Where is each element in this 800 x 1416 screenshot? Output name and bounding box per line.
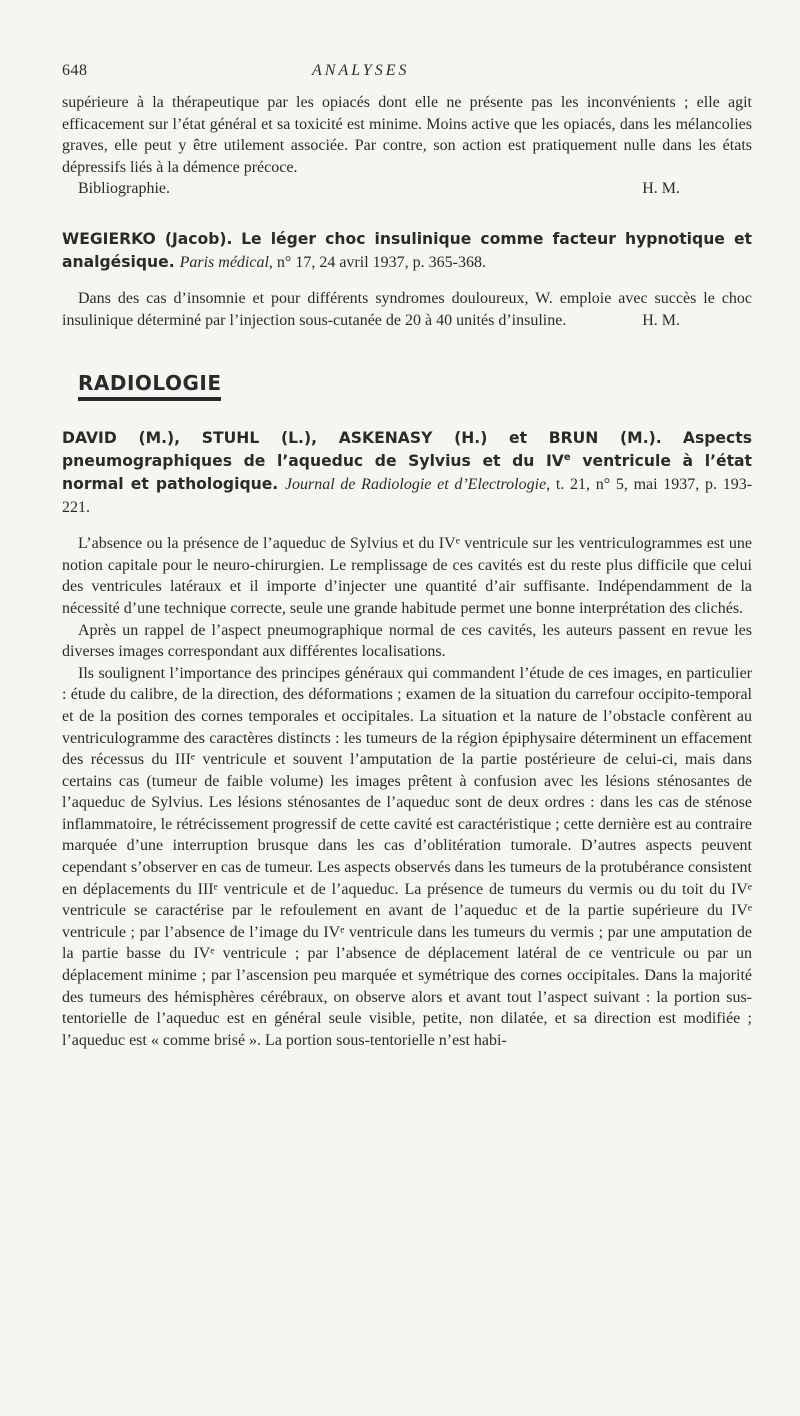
article-continuation-text: supérieure à la thérapeutique par les opiacés dont elle ne présente pas les inconvénients ; elle agit efficacement sur l’état général et sa toxicité est minime. Moins active que les opiacés, dans les mélancolies graves, elle peut y être utilement associée. Par contre, son action est pratiquement nulle dans les états dépressifs liés à la démence précoce.	[62, 94, 752, 176]
page	[62, 62, 752, 1051]
author-signature: H. M.	[642, 180, 680, 198]
reference-details: n° 17, 24 avril 1937, p. 365-368.	[276, 253, 486, 271]
section-heading: RADIOLOGIE	[78, 371, 221, 401]
reference-journal: Journal de Radiologie et d’Electrologie,	[284, 476, 551, 494]
running-title: ANALYSES	[312, 62, 410, 79]
article-reference	[62, 427, 752, 519]
bibliography-line	[62, 178, 752, 200]
author-signature: H. M.	[642, 311, 680, 329]
page-header	[62, 62, 752, 88]
article-continuation	[62, 92, 752, 200]
body-paragraph: L’absence ou la présence de l’aqueduc de Sylvius et du IVᵉ ventricule sur les ventriculogrammes est une notion capitale pour le neuro-chirurgien. Le remplissage de ces cavités est du reste plus difficile que celui des ventricules latéraux et il importe d’injecter une quantité d’air suffisante. Indépendamment de la nécessité d’une technique correcte, seule une grande habitude permet une bonne interprétation des clichés.	[62, 535, 752, 617]
page-number: 648	[62, 62, 88, 79]
reference-title: Aspects pneumographiques de l’aqueduc de Sylvius et du IVe ventricule à l’état normal et pathologique.	[62, 429, 752, 494]
article-abstract	[62, 288, 752, 331]
body-paragraph: Ils soulignent l’importance des principes généraux qui commandent l’étude de ces images, en particulier : étude du calibre, de la direction, des déformations ; examen de la situation du carrefour occipito-temporal et de la position des cornes temporales et occipitales. La situation et la nature de l’obstacle confèrent au ventriculogramme des caractères distincts : les tumeurs de la région épiphysaire déterminent un effacement des récessus du IIIᵉ ventricule et souvent l’amputation de la partie postérieure de celui-ci, mais dans certains cas (tumeur de faible volume) les images prêtent à confusion avec les lésions sténosantes de l’aqueduc de Sylvius. Les lésions sténosantes de l’aqueduc sont de deux ordres : dans les cas de sténose inflammatoire, le rétrécissement progressif de cette cavité est caractéristique ; cette dernière est au contraire marquée d’une interruption brusque dans les cas d’oblitération tumorale. D’autres aspects peuvent cependant s’observer en cas de tumeur. Les aspects observés dans les tumeurs de la protubérance consistent en déplacements du IIIᵉ ventricule et de l’aqueduc. La présence de tumeurs du vermis ou du toit du IVᵉ ventricule se caractérise par le refoulement en avant de l’aqueduc et de la partie supérieure du IVᵉ ventricule ; par l’absence de l’image du IVᵉ ventricule dans les tumeurs du vermis ; par une amputation de la partie basse du IVᵉ ventricule ; par l’absence de déplacement latéral de ce ventricule ou par un déplacement minime ; par l’ascension peu marquée et symétrique des cornes occipitales. Dans la majorité des tumeurs des hémisphères cérébraux, on observe alors et avant tout l’aspect suivant : la portion sus-tentorielle de l’aqueduc est en général seule visible, petite, non dilatée, et sa direction est modifiée ; l’aqueduc est « comme brisé ». La portion sous-tentorielle n’est habi-	[62, 664, 752, 1049]
bibliography-label: Bibliographie.	[78, 180, 170, 198]
body-paragraph: Après un rappel de l’aspect pneumographique normal de ces cavités, les auteurs passent en revue les diverses images correspondant aux différentes localisations.	[62, 621, 752, 661]
reference-authors: DAVID (M.), STUHL (L.), ASKENASY (H.) et BRUN (M.).	[62, 429, 662, 448]
reference-title: Le léger choc insulinique comme facteur hypnotique et analgésique.	[62, 229, 752, 271]
reference-authors: WEGIERKO (Jacob).	[62, 229, 233, 248]
article-body	[62, 533, 752, 1051]
article-reference	[62, 228, 752, 274]
abstract-text: Dans des cas d’insomnie et pour différents syndromes douloureux, W. emploie avec succès le choc insulinique déterminé par l’injection sous-cutanée de 20 à 40 unités d’insuline.	[62, 289, 752, 329]
reference-journal: Paris médical,	[179, 253, 273, 271]
reference-details: t. 21, n° 5, mai 1937, p. 193-221.	[62, 476, 753, 517]
reference-source	[180, 254, 486, 271]
